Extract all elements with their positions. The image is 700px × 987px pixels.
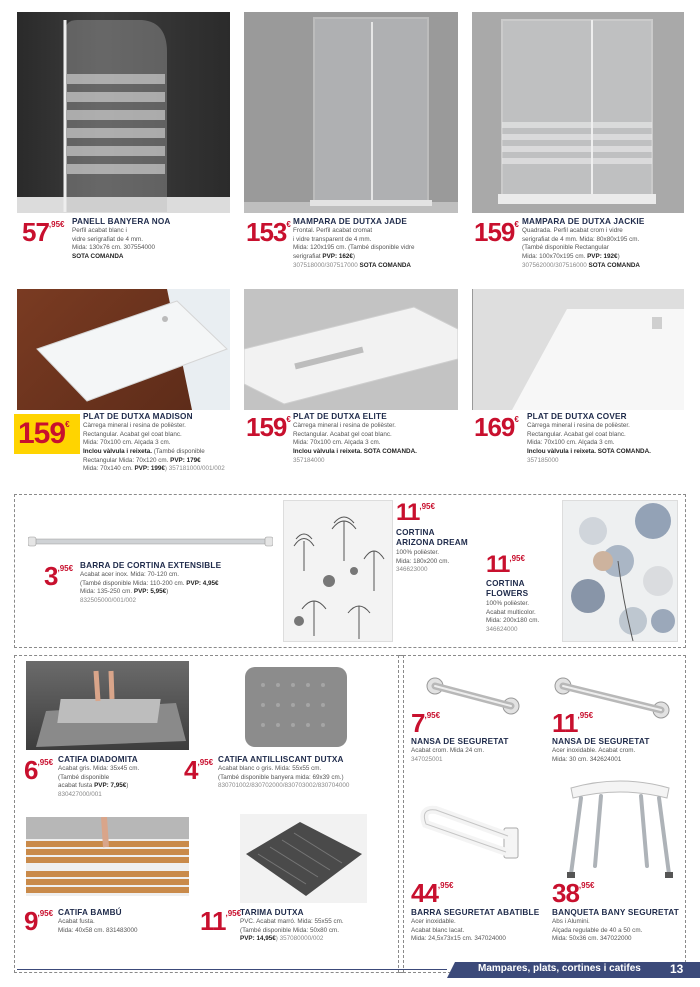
curtain-rod-illustration (28, 535, 273, 549)
panell-title: PANELL BANYERA NOA (72, 217, 171, 226)
shower-panel-illustration (17, 12, 230, 213)
plat-madison-image (17, 289, 230, 410)
nansa1-description: Acabat crom. Mida 24 cm. 347025001 (411, 747, 485, 763)
diadomita-price: $6^{,95€}$ (24, 755, 54, 785)
jackie-description: Quadrada. Perfil acabat crom i vidre serigrafiat de 4 mm. Mida: 80x80x195 cm. (També disponible Rectangular Mida: 100x70x195 cm. PVP: 192€) 307562000/307516000 SOTA COMANDA (522, 227, 640, 269)
cortina-flowers-image (562, 500, 678, 642)
nansa2-price: $11^{,95€}$ (552, 708, 594, 738)
barra-cortina-description: Acabat acer inox. Mida: 70-120 cm. (També disponible Mida: 110-200 cm. PVP: 4,95€ Mida: 135-250 cm. PVP: 5,95€) 832505000/001/002 (80, 571, 219, 605)
cover-description: Càrrega mineral i resina de polièster. Rectangular. Acabat gel coat blanc. Mida: 70x100 cm. Alçada 3 cm. Inclou vàlvula i reixeta. SOTA COMANDA. 357185000 (527, 422, 651, 464)
barra-abatible-description: Acer inoxidable. Acabat blanc lacat. Mida: 24,5x73x15 cm. 347024000 (411, 918, 506, 943)
shower-duckboard-illustration (240, 814, 367, 903)
nansa2-title: NANSA DE SEGURETAT (552, 737, 650, 746)
banqueta-description: Abs i Alumini. Alçada regulable de 40 a 50 cm. Mida: 50x36 cm. 347022000 (552, 918, 643, 943)
catifa-antilliscant-image (243, 665, 349, 749)
barra-abatible-title: BARRA SEGURETAT ABATIBLE (411, 908, 540, 917)
shower-screen-jade-illustration (244, 12, 458, 213)
footer-rule (17, 969, 447, 970)
barra-abatible-image (416, 800, 522, 866)
antilliscant-price: $4^{,95€}$ (184, 755, 214, 785)
diadomita-description: Acabat gris. Mida: 35x45 cm. (També disponible acabat fusta PVP: 7,95€) 830427000/001 (58, 765, 140, 799)
tarima-title: TARIMA DUTXA (240, 908, 304, 917)
barra-cortina-price: $3^{,95€}$ (44, 561, 74, 591)
tarima-price: $11^{,95€}$ (200, 906, 242, 936)
jackie-price: 159€ (474, 217, 519, 247)
arizona-title-line1: CORTINA (396, 528, 435, 537)
barra-cortina-image (28, 535, 273, 549)
bambu-description: Acabat fusta. Mida: 40x58 cm. 831483000 (58, 918, 138, 934)
arizona-title-line2: ARIZONA DREAM (396, 538, 468, 547)
banqueta-price: $38^{,95€}$ (552, 878, 595, 908)
cover-price: 169€ (474, 412, 519, 442)
shower-tray-elite-illustration (244, 289, 458, 410)
catifa-diadomita-image (26, 661, 189, 750)
cortina-arizona-image (283, 500, 393, 642)
mampara-jade-image (244, 12, 458, 213)
nansa1-title: NANSA DE SEGURETAT (411, 737, 509, 746)
nansa1-price: $7^{,95€}$ (411, 708, 441, 738)
antilliscant-title: CATIFA ANTILLISCANT DUTXA (218, 755, 344, 764)
panell-price: $57^{,95€}$ (22, 217, 65, 247)
barra-abatible-price: $44^{,95€}$ (411, 878, 454, 908)
plat-cover-image (472, 289, 684, 410)
diadomita-title: CATIFA DIADOMITA (58, 755, 138, 764)
diatomite-mat-illustration (26, 661, 189, 750)
barra-cortina-title: BARRA DE CORTINA EXTENSIBLE (80, 561, 222, 570)
plat-elite-image (244, 289, 458, 410)
tarima-description: PVC. Acabat marró. Mida: 55x55 cm. (També disponible Mida: 50x80 cm. PVP: 14,95€) 357080000/002 (240, 918, 344, 943)
flower-pattern-illustration (563, 501, 678, 642)
banqueta-image (563, 770, 677, 882)
elite-price: 159€ (246, 412, 291, 442)
arizona-price: $11^{,95€}$ (396, 499, 435, 526)
panell-banyera-image (17, 12, 230, 213)
jade-title: MAMPARA DE DUTXA JADE (293, 217, 407, 226)
cover-title: PLAT DE DUTXA COVER (527, 412, 627, 421)
banqueta-title: BANQUETA BANY SEGURETAT (552, 908, 679, 917)
flowers-price: $11^{,95€}$ (486, 551, 525, 578)
bath-stool-illustration (563, 770, 677, 882)
shower-screen-jackie-illustration (472, 12, 684, 213)
flowers-description: 100% polièster. Acabat multicolor. Mida: 200x180 cm. 346624000 (486, 600, 540, 634)
jackie-title: MAMPARA DE DUTXA JACKIE (522, 217, 645, 226)
jade-description: Frontal. Perfil acabat cromat i vidre transparent de 4 mm. Mida: 120x195 cm. (També disponible vidre serigrafiat PVP: 162€) 307518000/307517000 SOTA COMANDA (293, 227, 415, 269)
arizona-description: 100% polièster. Mida: 180x200 cm. 346623000 (396, 549, 450, 574)
elite-description: Càrrega mineral i resina de polièster. Rectangular. Acabat gel coat blanc. Mida: 70x100 cm. Alçada 3 cm. Inclou vàlvula i reixeta. SOTA COMANDA. 357184000 (293, 422, 417, 464)
shower-tray-madison-illustration (17, 289, 230, 410)
shower-tray-cover-illustration (472, 289, 684, 410)
mampara-jackie-image (472, 12, 684, 213)
folding-grab-bar-illustration (416, 800, 522, 866)
elite-title: PLAT DE DUTXA ELITE (293, 412, 387, 421)
jade-price: 153€ (246, 217, 291, 247)
catifa-bambu-image (26, 817, 189, 896)
footer-section-title: Mampares, plats, cortines i catifes (478, 963, 641, 974)
antilliscant-description: Acabat blanc o gris. Mida: 55x55 cm. (També disponible banyera mida: 69x39 cm.) 830701002/830702000/830703002/830704000 (218, 765, 350, 790)
bambu-title: CATIFA BAMBÚ (58, 908, 122, 917)
palm-pattern-illustration (284, 501, 393, 642)
flowers-title-line1: CORTINA (486, 579, 525, 588)
panell-description: Perfil acabat blanc i vidre serigrafiat de 4 mm. Mida: 130x76 cm. 307554000 SOTA COMANDA (72, 227, 155, 261)
antislip-mat-illustration (243, 665, 349, 749)
tarima-dutxa-image (240, 814, 367, 903)
madison-title: PLAT DE DUTXA MADISON (83, 412, 193, 421)
flowers-title-line2: FLOWERS (486, 589, 529, 598)
footer-page-number: 13 (670, 962, 684, 976)
nansa2-description: Acer inoxidable. Acabat crom. Mida: 30 cm. 342624001 (552, 747, 636, 763)
madison-price: 159€ (18, 417, 70, 450)
bambu-price: $9^{,95€}$ (24, 906, 54, 936)
madison-description: Càrrega mineral i resina de polièster. Rectangular. Acabat gel coat blanc. Mida: 70x100 cm. Alçada 3 cm. Inclou vàlvula i reixeta. (També disponible Rectangular Mida: 70x120 cm. PVP: 179€ Mida: 70x140 cm. PVP: 199€) 357181000/001/002 (83, 422, 225, 473)
bamboo-mat-illustration (26, 817, 189, 896)
